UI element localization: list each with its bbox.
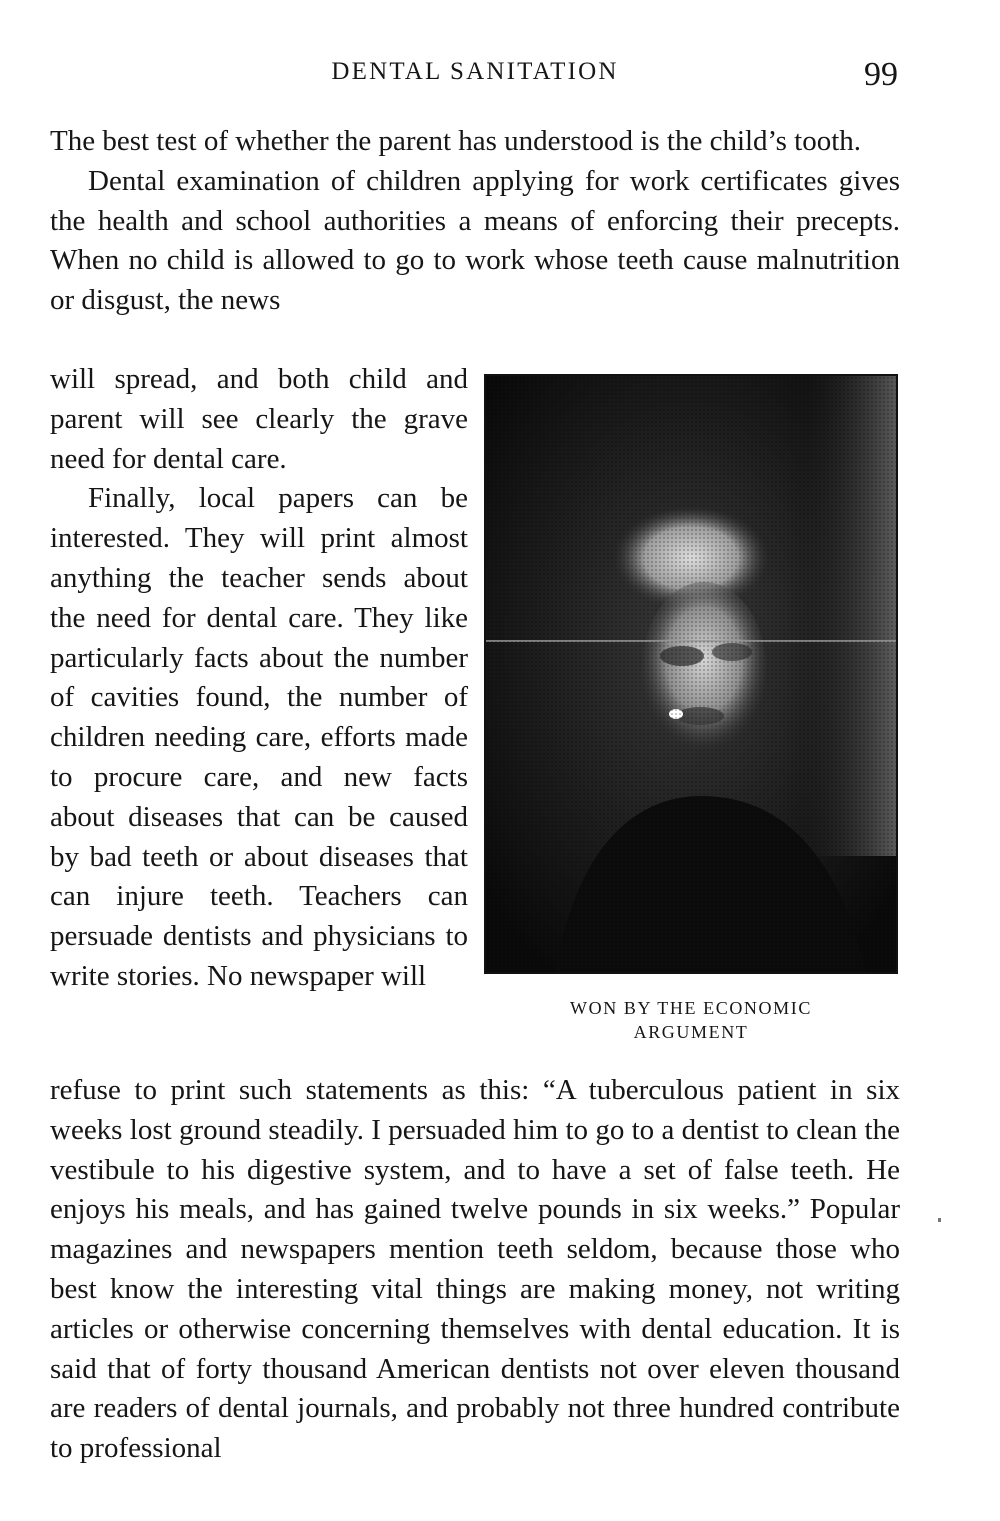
running-title: DENTAL SANITATION [331, 58, 619, 85]
portrait-photograph [484, 374, 898, 974]
figure-caption [484, 996, 898, 1044]
caption-line-2: ARGUMENT [633, 1022, 749, 1042]
body-text-wrapped [50, 360, 468, 997]
paragraph-2-end: will spread, and both child and parent will see clearly the grave need for dental care. [50, 363, 468, 475]
body-text-top [50, 122, 900, 321]
paragraph-1: The best test of whether the parent has understood is the child’s tooth. [50, 125, 862, 157]
paragraph-2-start: Dental examination of children applying for work certificates gives the health and school authorities a means of enforcing their precepts. When no child is allowed to go to work whose teeth cause malnutrition or disgust, the news [50, 164, 900, 317]
paragraph-3-start: Finally, local papers can be interested. They will print almost anything the teacher sends about the need for dental care. They like particularly facts about the number of cavities found, the number of children needing care, efforts made to procure care, and new facts about diseases that can be caused by bad teeth or about diseases that can injure teeth. Teachers can persuade dentists and physicians to write stories. No newspaper will [50, 482, 468, 992]
caption-line-1: WON BY THE ECONOMIC [570, 998, 812, 1018]
page-number: 99 [864, 56, 898, 93]
portrait-image [486, 376, 896, 972]
paragraph-3-end: refuse to print such statements as this: “A tuberculous patient in six weeks lost ground steadily. I persuaded him to go to a dentist to clean the vestibule to his digestive system, and to have a set of false teeth. He enjoys his meals, and has gained twelve pounds in six weeks.” Popular magazines and newspapers mention teeth seldom, because those who best know the interesting vital things are making money, not writing articles or otherwise concerning themselves with dental education. It is said that of forty thousand American dentists not over eleven thousand are readers of dental journals, and probably not three hundred contribute to professional [50, 1074, 900, 1465]
running-head [50, 56, 900, 96]
margin-mark [938, 1218, 941, 1222]
body-text-bottom [50, 1071, 900, 1469]
